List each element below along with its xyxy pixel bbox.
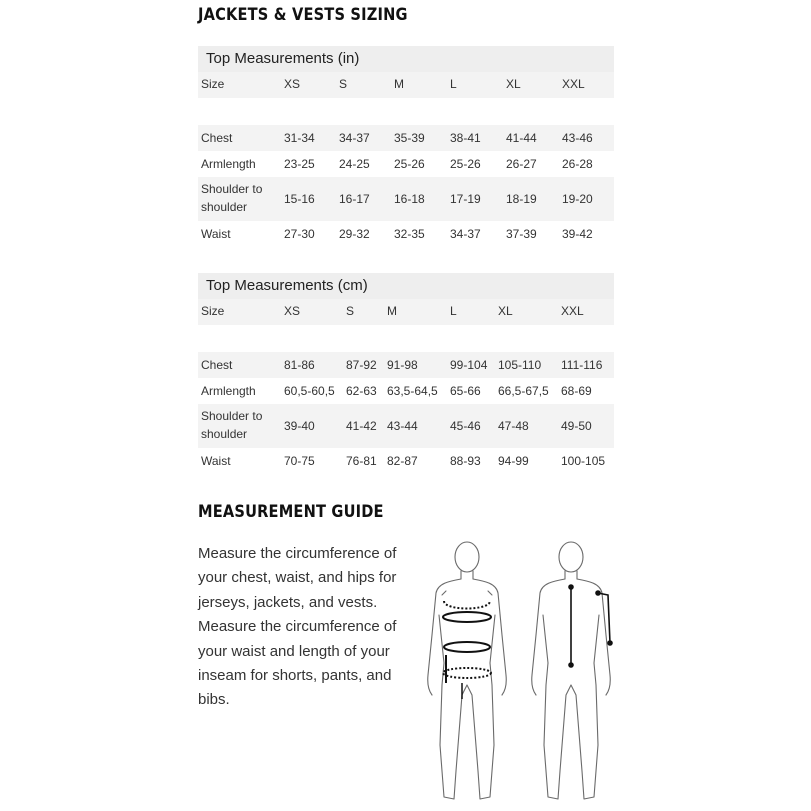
row-label: Waist xyxy=(201,454,231,468)
table-row xyxy=(198,378,614,404)
size-xxl: XXL xyxy=(561,304,584,318)
table-cell: 91-98 xyxy=(387,358,418,372)
size-table-cm xyxy=(198,273,614,474)
row-label: Chest xyxy=(201,131,233,145)
front-measure-lines xyxy=(443,601,491,699)
table-cell: 82-87 xyxy=(387,454,418,468)
table-cell: 100-105 xyxy=(561,454,606,468)
size-xl: XL xyxy=(506,77,521,91)
table-row xyxy=(198,125,614,151)
table-cell: 37-39 xyxy=(506,227,537,241)
table-row xyxy=(198,177,614,221)
table-cell: 99-104 xyxy=(450,358,488,372)
page-title: JACKETS & VESTS SIZING xyxy=(198,5,408,25)
table-cell: 105-110 xyxy=(498,358,542,372)
table-cell: 62-63 xyxy=(346,384,377,398)
size-xs: XS xyxy=(284,77,301,91)
size-m: M xyxy=(387,304,397,318)
table-cell: 111-116 xyxy=(561,358,603,372)
table-cell: 94-99 xyxy=(498,454,529,468)
size-s: S xyxy=(346,304,355,318)
table-cell: 19-20 xyxy=(562,192,593,206)
table-cell: 43-44 xyxy=(387,419,418,433)
row-label: Armlength xyxy=(201,157,256,171)
table-title: Top Measurements (in) xyxy=(198,46,614,72)
size-xs: XS xyxy=(284,304,301,318)
body-front-icon xyxy=(428,542,507,799)
body-back-icon xyxy=(532,542,611,799)
table-cell: 25-26 xyxy=(450,157,481,171)
table-title: Top Measurements (cm) xyxy=(198,273,614,299)
size-m: M xyxy=(394,77,404,91)
table-cell: 39-40 xyxy=(284,419,315,433)
measurement-figures xyxy=(410,535,630,805)
table-cell: 39-42 xyxy=(562,227,593,241)
row-label: Shoulder to shoulder xyxy=(201,409,263,441)
table-cell: 68-69 xyxy=(561,384,592,398)
table-cell: 63,5-64,5 xyxy=(387,384,438,398)
size-label: Size xyxy=(201,304,225,318)
table-cell: 41-44 xyxy=(506,131,537,145)
table-cell: 25-26 xyxy=(394,157,425,171)
table-cell: 32-35 xyxy=(394,227,425,241)
row-label: Armlength xyxy=(201,384,256,398)
size-xxl: XXL xyxy=(562,77,585,91)
size-header-row xyxy=(198,72,614,98)
table-row xyxy=(198,448,614,474)
table-cell: 18-19 xyxy=(506,192,537,206)
table-cell: 43-46 xyxy=(562,131,593,145)
table-cell: 34-37 xyxy=(450,227,481,241)
table-cell: 47-48 xyxy=(498,419,529,433)
table-cell: 45-46 xyxy=(450,419,481,433)
row-label: Shoulder to shoulder xyxy=(201,182,263,214)
table-cell: 15-16 xyxy=(284,192,315,206)
size-xl: XL xyxy=(498,304,513,318)
size-l: L xyxy=(450,77,457,91)
table-row xyxy=(198,151,614,177)
table-cell: 26-28 xyxy=(562,157,593,171)
table-cell: 87-92 xyxy=(346,358,377,372)
guide-text: Measure the circumference of your chest, waist, and hips for jerseys, jackets, and vests. Measure the circumference of your waist and length of your inseam for shorts, pants, and bibs. xyxy=(198,545,397,709)
size-table-inches xyxy=(198,46,614,247)
table-cell: 16-18 xyxy=(394,192,425,206)
table-cell: 24-25 xyxy=(339,157,370,171)
size-s: S xyxy=(339,77,348,91)
table-cell: 27-30 xyxy=(284,227,315,241)
table-cell: 17-19 xyxy=(450,192,481,206)
size-header-row xyxy=(198,299,614,325)
table-cell: 34-37 xyxy=(339,131,370,145)
row-label: Chest xyxy=(201,358,233,372)
table-cell: 23-25 xyxy=(284,157,315,171)
table-cell: 81-86 xyxy=(284,358,315,372)
table-cell: 29-32 xyxy=(339,227,370,241)
size-label: Size xyxy=(201,77,225,91)
table-cell: 26-27 xyxy=(506,157,537,171)
table-cell: 65-66 xyxy=(450,384,481,398)
table-cell: 49-50 xyxy=(561,419,592,433)
table-cell: 66,5-67,5 xyxy=(498,384,549,398)
table-cell: 60,5-60,5 xyxy=(284,384,335,398)
table-cell: 16-17 xyxy=(339,192,370,206)
table-row xyxy=(198,221,614,247)
table-row xyxy=(198,404,614,448)
table-row xyxy=(198,352,614,378)
table-cell: 31-34 xyxy=(284,131,315,145)
table-cell: 41-42 xyxy=(346,419,377,433)
table-cell: 88-93 xyxy=(450,454,481,468)
row-label: Waist xyxy=(201,227,231,241)
table-cell: 70-75 xyxy=(284,454,315,468)
table-cell: 38-41 xyxy=(450,131,481,145)
size-l: L xyxy=(450,304,457,318)
table-cell: 35-39 xyxy=(394,131,425,145)
section-title: MEASUREMENT GUIDE xyxy=(198,502,384,522)
table-cell: 76-81 xyxy=(346,454,377,468)
